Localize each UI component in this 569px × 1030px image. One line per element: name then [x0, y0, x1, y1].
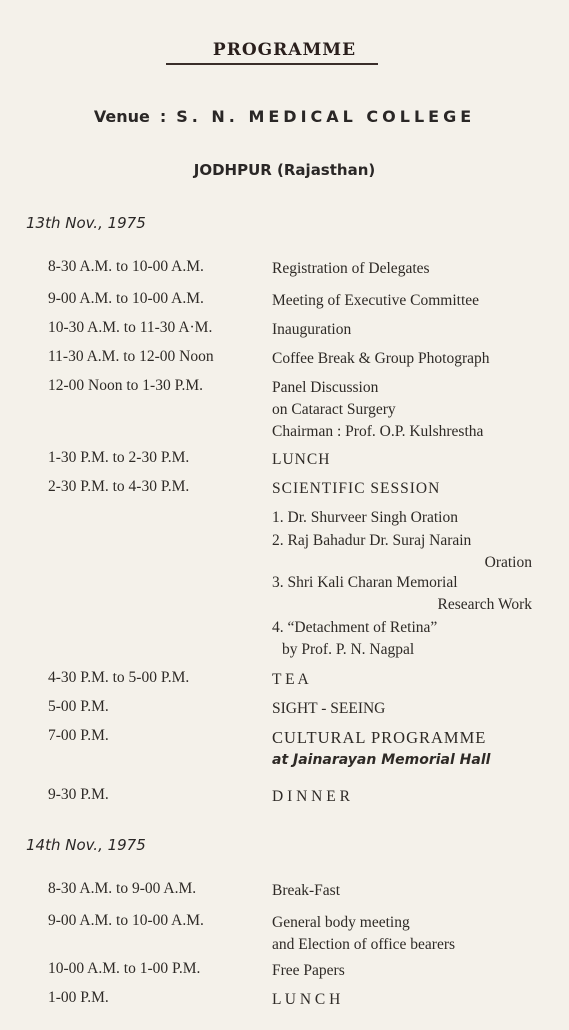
- row-time: 8-30 A.M. to 9-00 A.M.: [48, 880, 197, 897]
- event-line: Inauguration: [272, 321, 352, 338]
- event-line: Chairman : Prof. O.P. Kulshrestha: [272, 423, 484, 440]
- day2-date: 14th Nov., 1975: [26, 836, 146, 854]
- row-event: [272, 669, 542, 691]
- event-line: T E A: [272, 671, 309, 688]
- row-time: 10-30 A.M. to 11-30 A·M.: [48, 319, 213, 336]
- row-time: 8-30 A.M. to 10-00 A.M.: [48, 258, 204, 275]
- row-event: [272, 530, 542, 574]
- row-time: 7-00 P.M.: [48, 727, 109, 744]
- venue-label: Venue: [93, 107, 150, 126]
- row-event: [272, 348, 542, 370]
- row-event: [272, 912, 542, 956]
- event-line: Meeting of Executive Committee: [272, 292, 480, 309]
- row-time: 1-00 P.M.: [48, 989, 109, 1006]
- row-event: [272, 786, 542, 808]
- event-line: L U N C H: [272, 991, 341, 1008]
- event-line: 4. “Detachment of Retina”: [272, 619, 438, 636]
- row-event: [272, 989, 542, 1011]
- row-event: [272, 449, 542, 471]
- day1-date: 13th Nov., 1975: [26, 214, 146, 232]
- row-event: [272, 880, 542, 902]
- row-time: 9-00 A.M. to 10-00 A.M.: [48, 290, 204, 307]
- row-time: 10-00 A.M. to 1-00 P.M.: [48, 960, 201, 977]
- event-line: SCIENTIFIC SESSION: [272, 480, 441, 497]
- event-line: by Prof. P. N. Nagpal: [282, 641, 415, 658]
- event-line: Registration of Delegates: [272, 260, 430, 277]
- event-line: LUNCH: [272, 451, 331, 468]
- row-event: [272, 377, 542, 443]
- venue-colon: :: [159, 107, 167, 126]
- row-event: [272, 478, 542, 500]
- event-line: Research Work: [437, 596, 532, 613]
- row-event: [272, 698, 542, 720]
- row-time: 11-30 A.M. to 12-00 Noon: [48, 348, 214, 365]
- event-line: on Cataract Surgery: [272, 401, 396, 418]
- event-line: Oration: [484, 554, 532, 571]
- row-event: [272, 507, 542, 529]
- event-line: at Jainarayan Memorial Hall: [272, 752, 491, 768]
- event-line: General body meeting: [272, 914, 410, 931]
- venue-city: JODHPUR (Rajasthan): [193, 161, 376, 179]
- row-time: 2-30 P.M. to 4-30 P.M.: [48, 478, 190, 495]
- event-line: Panel Discussion: [272, 379, 379, 396]
- row-event: [272, 727, 542, 771]
- venue-line: [0, 107, 569, 126]
- event-line: Break-Fast: [272, 882, 341, 899]
- row-time: 5-00 P.M.: [48, 698, 109, 715]
- event-line: CULTURAL PROGRAMME: [272, 728, 487, 747]
- row-event: [272, 258, 542, 280]
- row-time: 9-00 A.M. to 10-00 A.M.: [48, 912, 204, 929]
- event-line: and Election of office bearers: [272, 936, 456, 953]
- event-line: 2. Raj Bahadur Dr. Suraj Narain: [272, 532, 472, 549]
- page-title: PROGRAMME: [212, 40, 357, 60]
- event-line: Coffee Break & Group Photograph: [272, 350, 490, 367]
- row-time: 12-00 Noon to 1-30 P.M.: [48, 377, 204, 394]
- row-event: [272, 290, 542, 312]
- row-time: 4-30 P.M. to 5-00 P.M.: [48, 669, 190, 686]
- row-event: [272, 960, 542, 982]
- row-time: 9-30 P.M.: [48, 786, 109, 803]
- row-event: [272, 617, 542, 661]
- event-line: Free Papers: [272, 962, 345, 979]
- row-event: [272, 319, 542, 341]
- title-underline: [166, 63, 378, 65]
- venue-value: S. N. MEDICAL COLLEGE: [176, 107, 476, 126]
- row-time: 1-30 P.M. to 2-30 P.M.: [48, 449, 190, 466]
- event-line: 3. Shri Kali Charan Memorial: [272, 574, 458, 591]
- event-line: 1. Dr. Shurveer Singh Oration: [272, 509, 458, 526]
- event-line: SIGHT - SEEING: [272, 700, 386, 717]
- row-event: [272, 572, 542, 616]
- event-line: D I N N E R: [272, 788, 350, 805]
